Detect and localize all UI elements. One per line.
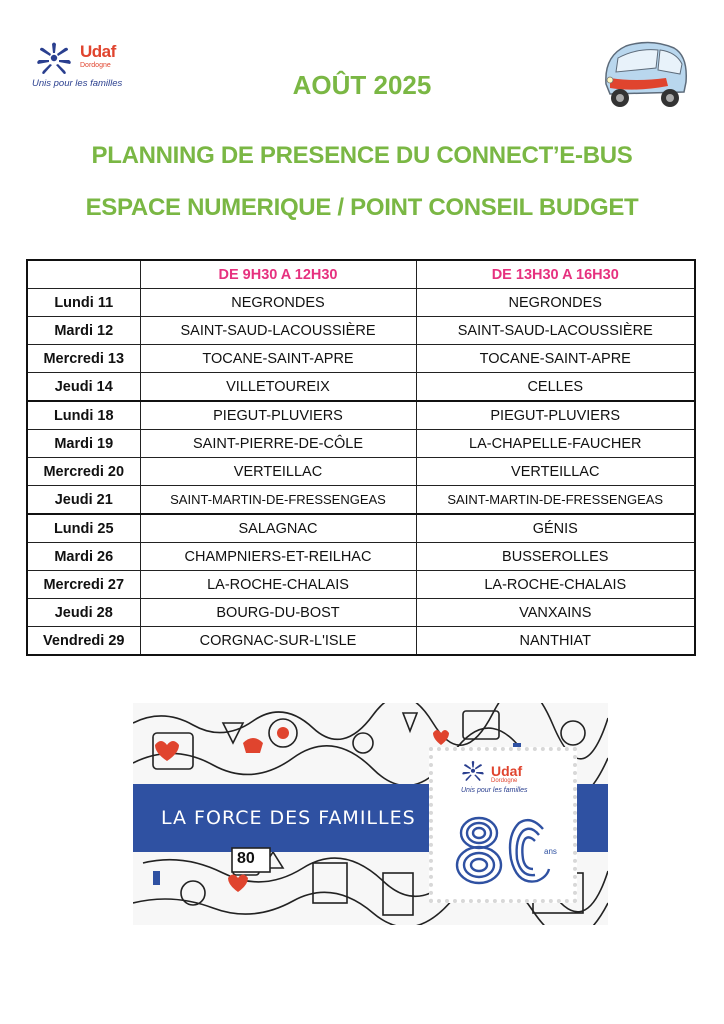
morning-cell: SAINT-SAUD-LACOUSSIÈRE [140, 317, 416, 345]
day-cell: Mercredi 13 [27, 345, 140, 373]
afternoon-cell: LA-CHAPELLE-FAUCHER [416, 430, 695, 458]
month-title: AOÛT 2025 [292, 70, 432, 100]
afternoon-cell: GÉNIS [416, 514, 695, 543]
morning-cell: VERTEILLAC [140, 458, 416, 486]
udaf-star-icon [459, 759, 487, 785]
day-cell: Mercredi 20 [27, 458, 140, 486]
page-title-line2: ESPACE NUMERIQUE / POINT CONSEIL BUDGET [85, 194, 639, 221]
table-row [27, 543, 695, 571]
morning-cell: TOCANE-SAINT-APRE [140, 345, 416, 373]
anniversary-ans: ans [544, 847, 557, 856]
table-row [27, 514, 695, 543]
stamp-brand: Udaf [491, 763, 523, 779]
day-cell: Lundi 25 [27, 514, 140, 543]
schedule-table [26, 259, 696, 656]
logo-brand: Udaf [80, 42, 116, 61]
table-row [27, 430, 695, 458]
doodle-sign-text: 80 [237, 850, 255, 867]
table-row [27, 401, 695, 430]
anniversary-stamp [429, 747, 577, 903]
day-cell: Jeudi 28 [27, 599, 140, 627]
anniversary-banner [133, 703, 608, 925]
morning-cell: VILLETOUREIX [140, 373, 416, 402]
afternoon-cell: NEGRONDES [416, 289, 695, 317]
banner-text: LA FORCE DES FAMILLES [161, 807, 416, 829]
table-row [27, 458, 695, 486]
morning-cell: SAINT-MARTIN-DE-FRESSENGEAS [140, 486, 416, 515]
morning-cell: PIEGUT-PLUVIERS [140, 401, 416, 430]
table-row [27, 599, 695, 627]
afternoon-cell: VERTEILLAC [416, 458, 695, 486]
stamp-tagline: Unis pour les familles [461, 787, 528, 794]
table-row [27, 345, 695, 373]
morning-cell: LA-ROCHE-CHALAIS [140, 571, 416, 599]
table-row [27, 627, 695, 656]
morning-cell: NEGRONDES [140, 289, 416, 317]
day-cell: Mardi 19 [27, 430, 140, 458]
day-cell: Jeudi 14 [27, 373, 140, 402]
logo-tagline: Unis pour les familles [32, 78, 123, 89]
table-row [27, 571, 695, 599]
page-title-line1: PLANNING DE PRESENCE DU CONNECT’E-BUS [91, 142, 633, 169]
table-row [27, 317, 695, 345]
table-row [27, 373, 695, 402]
table-header-row [27, 260, 695, 289]
day-cell: Mardi 12 [27, 317, 140, 345]
afternoon-cell: SAINT-SAUD-LACOUSSIÈRE [416, 317, 695, 345]
morning-cell: CORGNAC-SUR-L'ISLE [140, 627, 416, 656]
morning-cell: SALAGNAC [140, 514, 416, 543]
morning-cell: SAINT-PIERRE-DE-CÔLE [140, 430, 416, 458]
day-cell: Jeudi 21 [27, 486, 140, 515]
stamp-subtitle: Dordogne [491, 778, 518, 784]
afternoon-cell: SAINT-MARTIN-DE-FRESSENGEAS [416, 486, 695, 515]
morning-cell: CHAMPNIERS-ET-REILHAC [140, 543, 416, 571]
afternoon-cell: VANXAINS [416, 599, 695, 627]
afternoon-cell: BUSSEROLLES [416, 543, 695, 571]
afternoon-cell: TOCANE-SAINT-APRE [416, 345, 695, 373]
day-cell: Lundi 11 [27, 289, 140, 317]
table-row [27, 289, 695, 317]
header-day [27, 260, 140, 289]
morning-cell: BOURG-DU-BOST [140, 599, 416, 627]
day-cell: Vendredi 29 [27, 627, 140, 656]
day-cell: Lundi 18 [27, 401, 140, 430]
header-morning: DE 9H30 A 12H30 [140, 260, 416, 289]
day-cell: Mercredi 27 [27, 571, 140, 599]
header-afternoon: DE 13H30 A 16H30 [416, 260, 695, 289]
afternoon-cell: LA-ROCHE-CHALAIS [416, 571, 695, 599]
day-cell: Mardi 26 [27, 543, 140, 571]
afternoon-cell: PIEGUT-PLUVIERS [416, 401, 695, 430]
table-row [27, 486, 695, 515]
logo-subtitle: Dordogne [80, 62, 111, 69]
afternoon-cell: CELLES [416, 373, 695, 402]
afternoon-cell: NANTHIAT [416, 627, 695, 656]
